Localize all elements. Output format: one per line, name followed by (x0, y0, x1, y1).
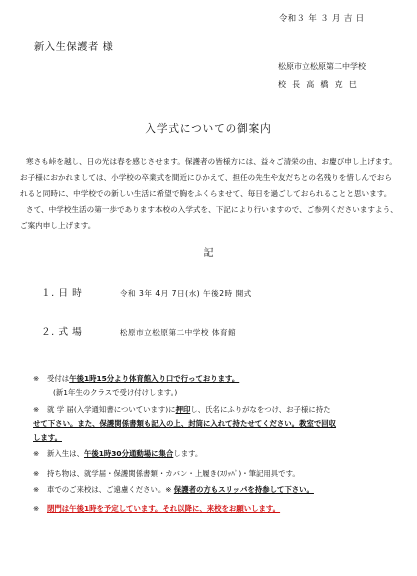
note-emphasis: 午後1時15分より体育館入り口で行っております。 (69, 374, 240, 383)
sender-principal: 校 長 高 橋 克 巳 (278, 80, 359, 89)
section-label: １. 日 時 (41, 288, 83, 299)
note-text: 持ち物は、就学届・保護関係書類・カバン・上履き(ｽﾘｯﾊﾟ)・筆記用具です。 (47, 469, 300, 478)
note-mark: ※ (33, 469, 40, 478)
note-mark: ※ (33, 504, 40, 513)
ki-heading: 記 (203, 248, 214, 259)
document-title: 入学式についての御案内 (145, 123, 272, 135)
note-gate-closing (33, 502, 280, 516)
note-mark: ※ (33, 485, 40, 494)
note-mark: ※ (33, 374, 40, 383)
note-reception-sub: (新1年生のクラスで受け付けします。) (53, 388, 178, 397)
body-paragraph-2: さて、中学校生活の第一歩であります本校の入学式を、下記により行いますので、ご参列くださいますよう、ご案内申し上げます。 (20, 205, 398, 230)
note-car-slippers (33, 483, 314, 497)
recipient-line: 新入生保護者 様 (34, 41, 114, 53)
note-text: します。 (173, 449, 203, 458)
note-red-emphasis: 閉門は午後1時を予定しています。それ以降に、来校をお願いします。 (47, 504, 281, 513)
note-text: 車でのご来校は、ご遠慮ください。※ (47, 485, 174, 494)
note-enrollment-form (33, 403, 331, 417)
sender-school: 松原市立松原第二中学校 (278, 62, 366, 71)
note-belongings (33, 467, 300, 481)
note-mark: ※ (33, 449, 40, 458)
note-text: 就 学 届(入学通知書についています)に (47, 405, 176, 414)
section-label: ２. 式 場 (41, 327, 83, 338)
body-text (20, 154, 398, 234)
note-emphasis: 午後1時30分通動場に集合 (83, 449, 174, 458)
note-emphasis: 保護者の方もスリッパを持参して下さい。 (173, 485, 314, 494)
section-value: 松原市立松原第二中学校 体育館 (119, 328, 237, 337)
note-enrollment-form-line2: せて下さい。また、保護関係書類も記入の上、封筒に入れて持たせてください。教室で回収 (33, 419, 337, 428)
note-text: し、氏名にふりがなをつけ、お子様に持た (190, 405, 331, 414)
note-assembly (33, 447, 202, 461)
note-text: 新入生は、 (47, 449, 84, 458)
note-text: 受付は (47, 374, 70, 383)
section-value: 令和 3年 4月 7日(水) 午後2時 開式 (119, 289, 252, 298)
section-venue (41, 324, 236, 338)
letter-date: 令和３ 年 ３ 月 吉 日 (279, 13, 365, 23)
note-enrollment-form-line3: します。 (33, 433, 62, 442)
section-date-time (41, 285, 252, 299)
note-mark: ※ (33, 405, 40, 414)
note-emphasis: 押印 (175, 405, 191, 414)
body-paragraph-1: 寒さも峠を越し、日の光は春を感じさせます。保護者の皆様方には、益々ご清栄の由、お慶び申し上げます。お子様におかれましては、小学校の卒業式を間近にひかえて、担任の先生や友だちとの名残りを惜しんでおられると同時に、中学校での新しい生活に希望で胸をふくらませて、毎日を過ごしておられることと思います。 (20, 157, 397, 198)
note-reception (33, 372, 239, 386)
